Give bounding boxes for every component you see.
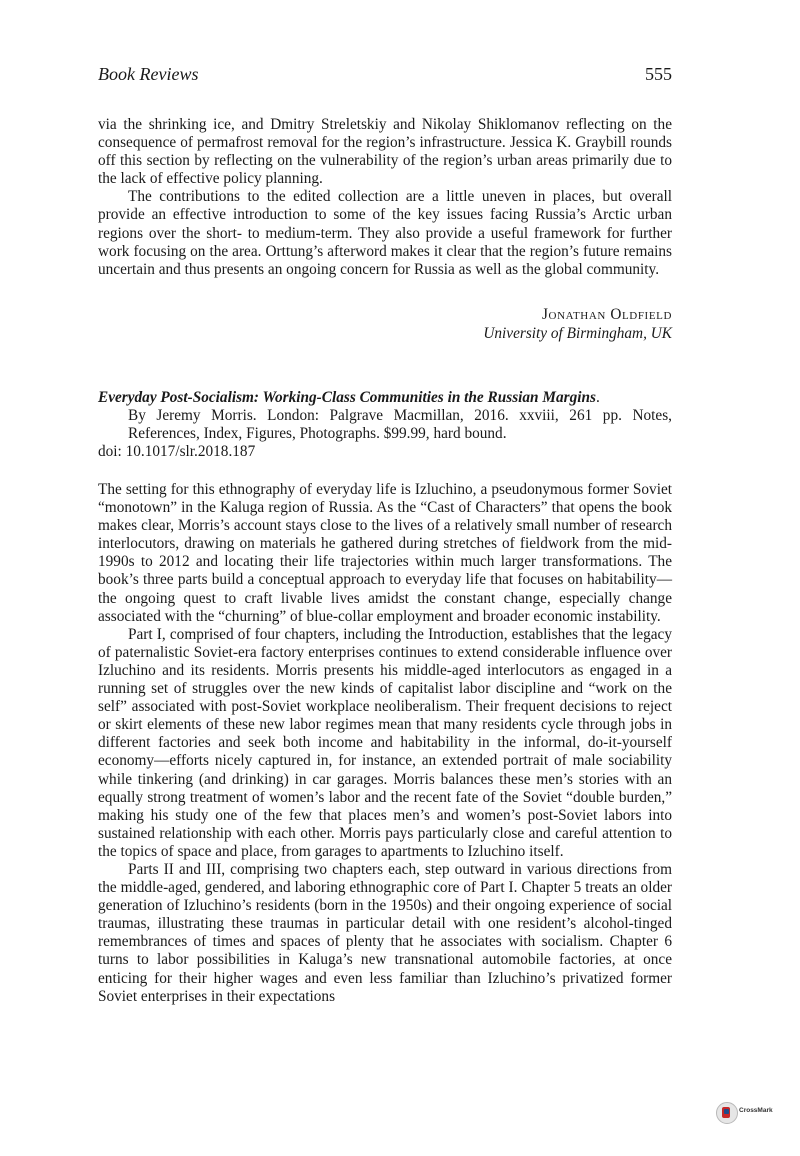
paragraph: Part I, comprised of four chapters, including the Introduction, establishes that the legacy of paternalistic Soviet-era factory enterprises continues to extend considerable influence over Izluchino and its residents. Morris presents his middle-aged interlocutors as engaged in a running set of struggles over the new kinds of capitalist labor discipline and “work on the self” associated with post-Soviet workplace neoliberalism. Their frequent decisions to reject or skirt elements of these new labor regimes mean that many residents cycle through jobs in different factories and seek both income and habitability in the informal, do-it-yourself economy—efforts nicely captured in, for instance, an extended portrait of male sociability while tinkering (and drinking) in car garages. Morris balances these men’s stories with an equally strong treatment of women’s labor and the recent fate of the Soviet “double burden,” making his study one of the few that places men’s and women’s post-Soviet labors into sustained relationship with each other. Morris pays particularly close and careful attention to the topics of space and place, from garages to apartments to Izluchino itself.	[98, 625, 672, 860]
reviewer-signature	[483, 305, 672, 343]
paragraph: via the shrinking ice, and Dmitry Streletskiy and Nikolay Shiklomanov reflecting on the consequence of permafrost removal for the region’s infrastructure. Jessica K. Graybill rounds off this section by reflecting on the vulnerability of the region’s urban areas primarily due to the lack of effective policy planning.	[98, 116, 672, 188]
review-text	[98, 481, 672, 1006]
paragraph: Parts II and III, comprising two chapters each, step outward in various directions from the middle-aged, gendered, and laboring ethnographic core of Part I. Chapter 5 treats an older generation of Izluchino’s residents (born in the 1950s) and their ongoing experience of social traumas, illustrating these traumas in particular detail with one resident’s alcohol-tinged remembrances of times and spaces of plenty that he associates with socialism. Chapter 6 turns to labor possibilities in Kaluga’s new transnational automobile factories, at once enticing for their higher wages and even less familiar than Izluchino’s privatized former Soviet enterprises in their expectations	[98, 860, 672, 1005]
page-number: 555	[645, 64, 672, 84]
book-title-period: .	[595, 389, 600, 406]
crossmark-badge[interactable]	[716, 1102, 782, 1124]
crossmark-label: CrossMark	[739, 1107, 773, 1114]
book-title-line	[98, 389, 672, 407]
running-title: Book Reviews	[98, 64, 199, 84]
review-heading	[98, 389, 672, 461]
paragraph: The contributions to the edited collection are a little uneven in places, but overall provide an effective introduction to some of the key issues facing Russia’s Arctic urban regions over the short- to medium-term. They also provide a useful framework for further work focusing on the area. Orttung’s afterword makes it clear that the region’s future remains uncertain and thus presents an ongoing concern for Russia as well as the global community.	[98, 188, 672, 278]
previous-review-text	[98, 116, 672, 279]
doi: doi: 10.1017/slr.2018.187	[98, 443, 256, 461]
reviewer-name: Jonathan Oldfield	[541, 306, 672, 323]
bibliographic-info: By Jeremy Morris. London: Palgrave Macmillan, 2016. xxviii, 261 pp. Notes, References, Index, Figures, Photographs. $99.99, hard bound.	[128, 407, 672, 443]
book-title: Everyday Post-Socialism: Working-Class Communities in the Russian Margins	[98, 389, 596, 406]
reviewer-affiliation: University of Birmingham, UK	[483, 325, 672, 342]
paragraph: The setting for this ethnography of everyday life is Izluchino, a pseudonymous former Soviet “monotown” in the Kaluga region of Russia. As the “Cast of Characters” that opens the book makes clear, Morris’s account stays close to the lives of a relatively small number of research interlocutors, drawing on materials he gathered during stretches of fieldwork from the mid-1990s to 2012 and locating their life trajectories within much larger transformations. The book’s three parts build a conceptual approach to everyday life that focuses on habitability—the ongoing quest to craft livable lives amidst the constant change, especially change associated with the “churning” of blue-collar employment and broader economic instability.	[98, 481, 672, 625]
running-head	[98, 64, 672, 86]
crossmark-icon	[716, 1102, 738, 1124]
